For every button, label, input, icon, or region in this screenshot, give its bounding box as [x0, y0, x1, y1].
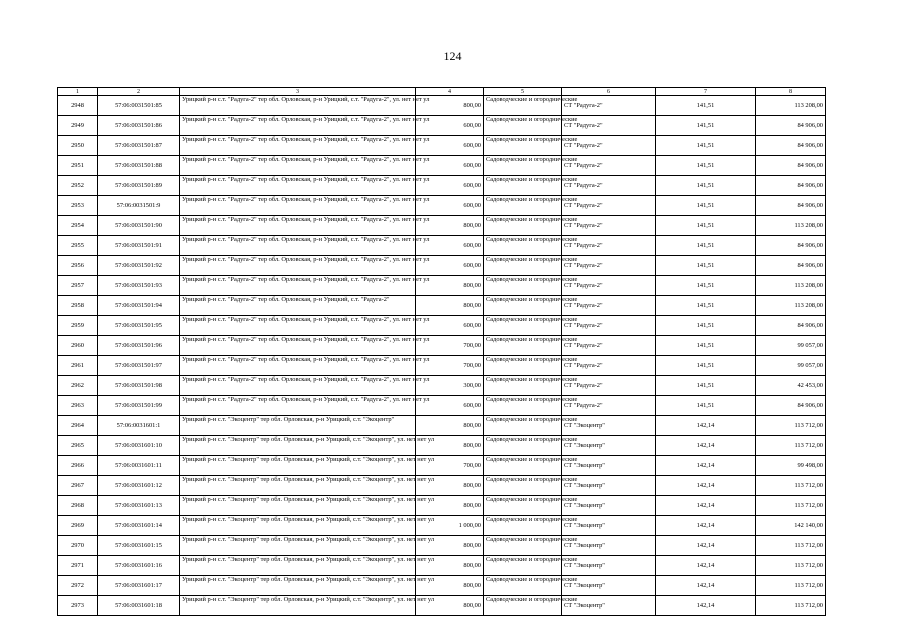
plot-address: Урицкий р-н с.т. "Экоцентр" тер обл. Орловская, р-н Урицкий, с.т. "Экоцентр", ул. нет нет ул — [180, 556, 416, 576]
table-body — [58, 96, 826, 616]
plot-area: 800,00 — [416, 216, 484, 236]
table-row — [58, 556, 826, 576]
total-value: 113 208,00 — [756, 96, 826, 116]
unit-price: 141,51 — [656, 376, 756, 396]
cadastral-number: 57:06:0031601:14 — [98, 516, 180, 536]
plot-address: Урицкий р-н с.т. "Радуга-2" тер обл. Орловская, р-н Урицкий, с.т. "Радуга-2", ул. нет нет ул — [180, 316, 416, 336]
plot-address: Урицкий р-н с.т. "Экоцентр" тер обл. Орловская, р-н Урицкий, с.т. "Экоцентр", ул. нет нет ул — [180, 436, 416, 456]
cadastral-number: 57:06:0031501:95 — [98, 316, 180, 336]
permitted-use: Садоводческие и огороднические — [484, 416, 562, 436]
plot-area: 800,00 — [416, 296, 484, 316]
plot-area: 800,00 — [416, 416, 484, 436]
permitted-use: Садоводческие и огороднические — [484, 376, 562, 396]
permitted-use: Садоводческие и огороднические — [484, 356, 562, 376]
plot-address: Урицкий р-н с.т. "Экоцентр" тер обл. Орловская, р-н Урицкий, с.т. "Экоцентр", ул. нет нет ул — [180, 456, 416, 476]
plot-area: 600,00 — [416, 176, 484, 196]
permitted-use: Садоводческие и огороднические — [484, 476, 562, 496]
total-value: 113 712,00 — [756, 476, 826, 496]
permitted-use: Садоводческие и огороднические — [484, 536, 562, 556]
permitted-use: Садоводческие и огороднические — [484, 396, 562, 416]
plot-address: Урицкий р-н с.т. "Радуга-2" тер обл. Орловская, р-н Урицкий, с.т. "Радуга-2" — [180, 296, 416, 316]
table-row — [58, 316, 826, 336]
unit-price: 142,14 — [656, 456, 756, 476]
total-value: 84 906,00 — [756, 156, 826, 176]
organization: СТ "Радуга-2" — [562, 196, 656, 216]
row-number: 2954 — [58, 216, 98, 236]
row-number: 2963 — [58, 396, 98, 416]
total-value: 113 712,00 — [756, 596, 826, 616]
row-number: 2962 — [58, 376, 98, 396]
cadastral-number: 57:06:0031501:9 — [98, 196, 180, 216]
table-row — [58, 136, 826, 156]
table-row — [58, 176, 826, 196]
cadastral-number: 57:06:0031601:13 — [98, 496, 180, 516]
cadastral-number: 57:06:0031501:97 — [98, 356, 180, 376]
plot-area: 700,00 — [416, 336, 484, 356]
permitted-use: Садоводческие и огороднические — [484, 176, 562, 196]
organization: СТ "Радуга-2" — [562, 156, 656, 176]
permitted-use: Садоводческие и огороднические — [484, 556, 562, 576]
organization: СТ "Экоцентр" — [562, 456, 656, 476]
organization: СТ "Радуга-2" — [562, 136, 656, 156]
table-row — [58, 216, 826, 236]
column-number-row — [58, 88, 826, 96]
plot-area: 600,00 — [416, 316, 484, 336]
plot-area: 600,00 — [416, 136, 484, 156]
unit-price: 141,51 — [656, 236, 756, 256]
permitted-use: Садоводческие и огороднические — [484, 136, 562, 156]
total-value: 113 712,00 — [756, 416, 826, 436]
permitted-use: Садоводческие и огороднические — [484, 516, 562, 536]
unit-price: 141,51 — [656, 316, 756, 336]
table-row — [58, 96, 826, 116]
unit-price: 141,51 — [656, 396, 756, 416]
total-value: 84 906,00 — [756, 196, 826, 216]
row-number: 2964 — [58, 416, 98, 436]
cadastral-number: 57:06:0031501:85 — [98, 96, 180, 116]
row-number: 2970 — [58, 536, 98, 556]
column-number-5: 5 — [484, 88, 562, 96]
plot-address: Урицкий р-н с.т. "Радуга-2" тер обл. Орловская, р-н Урицкий, с.т. "Радуга-2", ул. нет нет ул — [180, 196, 416, 216]
total-value: 99 057,00 — [756, 336, 826, 356]
organization: СТ "Радуга-2" — [562, 256, 656, 276]
total-value: 99 057,00 — [756, 356, 826, 376]
column-number-6: 6 — [562, 88, 656, 96]
plot-area: 800,00 — [416, 476, 484, 496]
organization: СТ "Экоцентр" — [562, 436, 656, 456]
permitted-use: Садоводческие и огороднические — [484, 216, 562, 236]
permitted-use: Садоводческие и огороднические — [484, 116, 562, 136]
plot-address: Урицкий р-н с.т. "Радуга-2" тер обл. Орловская, р-н Урицкий, с.т. "Радуга-2", ул. нет нет ул — [180, 136, 416, 156]
permitted-use: Садоводческие и огороднические — [484, 596, 562, 616]
unit-price: 142,14 — [656, 516, 756, 536]
table-row — [58, 456, 826, 476]
organization: СТ "Радуга-2" — [562, 276, 656, 296]
plot-address: Урицкий р-н с.т. "Экоцентр" тер обл. Орловская, р-н Урицкий, с.т. "Экоцентр", ул. нет нет ул — [180, 536, 416, 556]
cadastral-number: 57:06:0031501:87 — [98, 136, 180, 156]
table-row — [58, 596, 826, 616]
row-number: 2950 — [58, 136, 98, 156]
organization: СТ "Экоцентр" — [562, 496, 656, 516]
cadastral-number: 57:06:0031501:98 — [98, 376, 180, 396]
row-number: 2955 — [58, 236, 98, 256]
cadastral-number: 57:06:0031501:99 — [98, 396, 180, 416]
unit-price: 141,51 — [656, 216, 756, 236]
unit-price: 141,51 — [656, 176, 756, 196]
cadastral-number: 57:06:0031501:91 — [98, 236, 180, 256]
row-number: 2972 — [58, 576, 98, 596]
table-row — [58, 116, 826, 136]
total-value: 84 906,00 — [756, 116, 826, 136]
plot-area: 600,00 — [416, 156, 484, 176]
land-plots-table — [57, 87, 826, 616]
unit-price: 142,14 — [656, 576, 756, 596]
cadastral-number: 57:06:0031501:90 — [98, 216, 180, 236]
permitted-use: Садоводческие и огороднические — [484, 236, 562, 256]
row-number: 2967 — [58, 476, 98, 496]
unit-price: 141,51 — [656, 296, 756, 316]
column-number-7: 7 — [656, 88, 756, 96]
row-number: 2956 — [58, 256, 98, 276]
permitted-use: Садоводческие и огороднические — [484, 496, 562, 516]
cadastral-number: 57:06:0031501:92 — [98, 256, 180, 276]
plot-address: Урицкий р-н с.т. "Экоцентр" тер обл. Орловская, р-н Урицкий, с.т. "Экоцентр", ул. нет нет ул — [180, 596, 416, 616]
organization: СТ "Радуга-2" — [562, 356, 656, 376]
plot-address: Урицкий р-н с.т. "Радуга-2" тер обл. Орловская, р-н Урицкий, с.т. "Радуга-2", ул. нет нет ул — [180, 96, 416, 116]
plot-address: Урицкий р-н с.т. "Радуга-2" тер обл. Орловская, р-н Урицкий, с.т. "Радуга-2", ул. нет нет ул — [180, 256, 416, 276]
total-value: 84 906,00 — [756, 236, 826, 256]
plot-area: 600,00 — [416, 256, 484, 276]
unit-price: 142,14 — [656, 556, 756, 576]
unit-price: 141,51 — [656, 116, 756, 136]
row-number: 2958 — [58, 296, 98, 316]
cadastral-number: 57:06:0031501:86 — [98, 116, 180, 136]
organization: СТ "Радуга-2" — [562, 216, 656, 236]
row-number: 2957 — [58, 276, 98, 296]
cadastral-number: 57:06:0031601:10 — [98, 436, 180, 456]
unit-price: 141,51 — [656, 136, 756, 156]
row-number: 2959 — [58, 316, 98, 336]
unit-price: 142,14 — [656, 596, 756, 616]
total-value: 113 712,00 — [756, 556, 826, 576]
organization: СТ "Экоцентр" — [562, 556, 656, 576]
plot-address: Урицкий р-н с.т. "Радуга-2" тер обл. Орловская, р-н Урицкий, с.т. "Радуга-2", ул. нет нет ул — [180, 176, 416, 196]
organization: СТ "Экоцентр" — [562, 576, 656, 596]
cadastral-number: 57:06:0031501:93 — [98, 276, 180, 296]
cadastral-number: 57:06:0031601:11 — [98, 456, 180, 476]
plot-address: Урицкий р-н с.т. "Радуга-2" тер обл. Орловская, р-н Урицкий, с.т. "Радуга-2", ул. нет нет ул — [180, 336, 416, 356]
unit-price: 142,14 — [656, 436, 756, 456]
plot-area: 800,00 — [416, 596, 484, 616]
cadastral-number: 57:06:0031601:18 — [98, 596, 180, 616]
total-value: 113 712,00 — [756, 576, 826, 596]
unit-price: 142,14 — [656, 476, 756, 496]
total-value: 113 712,00 — [756, 436, 826, 456]
permitted-use: Садоводческие и огороднические — [484, 156, 562, 176]
total-value: 84 906,00 — [756, 316, 826, 336]
column-number-3: 3 — [180, 88, 416, 96]
permitted-use: Садоводческие и огороднические — [484, 336, 562, 356]
organization: СТ "Радуга-2" — [562, 316, 656, 336]
plot-address: Урицкий р-н с.т. "Радуга-2" тер обл. Орловская, р-н Урицкий, с.т. "Радуга-2", ул. нет нет ул — [180, 276, 416, 296]
organization: СТ "Экоцентр" — [562, 416, 656, 436]
cadastral-number: 57:06:0031601:16 — [98, 556, 180, 576]
total-value: 99 498,00 — [756, 456, 826, 476]
row-number: 2949 — [58, 116, 98, 136]
cadastral-number: 57:06:0031601:1 — [98, 416, 180, 436]
plot-address: Урицкий р-н с.т. "Радуга-2" тер обл. Орловская, р-н Урицкий, с.т. "Радуга-2", ул. нет нет ул — [180, 356, 416, 376]
cadastral-number: 57:06:0031501:88 — [98, 156, 180, 176]
permitted-use: Садоводческие и огороднические — [484, 276, 562, 296]
table-row — [58, 236, 826, 256]
plot-area: 800,00 — [416, 96, 484, 116]
row-number: 2969 — [58, 516, 98, 536]
table-row — [58, 336, 826, 356]
organization: СТ "Радуга-2" — [562, 296, 656, 316]
unit-price: 142,14 — [656, 536, 756, 556]
permitted-use: Садоводческие и огороднические — [484, 436, 562, 456]
total-value: 142 140,00 — [756, 516, 826, 536]
unit-price: 141,51 — [656, 196, 756, 216]
total-value: 113 208,00 — [756, 276, 826, 296]
row-number: 2961 — [58, 356, 98, 376]
plot-area: 700,00 — [416, 356, 484, 376]
row-number: 2966 — [58, 456, 98, 476]
plot-address: Урицкий р-н с.т. "Радуга-2" тер обл. Орловская, р-н Урицкий, с.т. "Радуга-2", ул. нет нет ул — [180, 236, 416, 256]
total-value: 42 453,00 — [756, 376, 826, 396]
permitted-use: Садоводческие и огороднические — [484, 256, 562, 276]
plot-area: 600,00 — [416, 236, 484, 256]
organization: СТ "Экоцентр" — [562, 476, 656, 496]
permitted-use: Садоводческие и огороднические — [484, 296, 562, 316]
unit-price: 141,51 — [656, 276, 756, 296]
plot-area: 1 000,00 — [416, 516, 484, 536]
unit-price: 141,51 — [656, 356, 756, 376]
organization: СТ "Радуга-2" — [562, 176, 656, 196]
total-value: 113 208,00 — [756, 216, 826, 236]
page-number: 124 — [443, 49, 462, 63]
row-number: 2952 — [58, 176, 98, 196]
row-number: 2971 — [58, 556, 98, 576]
cadastral-number: 57:06:0031501:96 — [98, 336, 180, 356]
row-number: 2965 — [58, 436, 98, 456]
permitted-use: Садоводческие и огороднические — [484, 316, 562, 336]
organization: СТ "Радуга-2" — [562, 336, 656, 356]
table-row — [58, 576, 826, 596]
table-row — [58, 196, 826, 216]
table-row — [58, 156, 826, 176]
organization: СТ "Радуга-2" — [562, 376, 656, 396]
table-row — [58, 476, 826, 496]
organization: СТ "Радуга-2" — [562, 96, 656, 116]
column-number-8: 8 — [756, 88, 826, 96]
plot-area: 300,00 — [416, 376, 484, 396]
plot-address: Урицкий р-н с.т. "Радуга-2" тер обл. Орловская, р-н Урицкий, с.т. "Радуга-2", ул. нет нет ул — [180, 116, 416, 136]
row-number: 2951 — [58, 156, 98, 176]
organization: СТ "Радуга-2" — [562, 396, 656, 416]
organization: СТ "Радуга-2" — [562, 236, 656, 256]
row-number: 2960 — [58, 336, 98, 356]
plot-area: 800,00 — [416, 556, 484, 576]
table-row — [58, 276, 826, 296]
total-value: 113 712,00 — [756, 496, 826, 516]
cadastral-number: 57:06:0031601:12 — [98, 476, 180, 496]
plot-area: 800,00 — [416, 496, 484, 516]
organization: СТ "Радуга-2" — [562, 116, 656, 136]
row-number: 2968 — [58, 496, 98, 516]
plot-address: Урицкий р-н с.т. "Экоцентр" тер обл. Орловская, р-н Урицкий, с.т. "Экоцентр", ул. нет нет ул — [180, 516, 416, 536]
table-row — [58, 396, 826, 416]
organization: СТ "Экоцентр" — [562, 536, 656, 556]
table-row — [58, 256, 826, 276]
unit-price: 141,51 — [656, 156, 756, 176]
unit-price: 141,51 — [656, 96, 756, 116]
plot-area: 700,00 — [416, 456, 484, 476]
permitted-use: Садоводческие и огороднические — [484, 96, 562, 116]
cadastral-number: 57:06:0031501:94 — [98, 296, 180, 316]
plot-area: 800,00 — [416, 436, 484, 456]
plot-area: 800,00 — [416, 536, 484, 556]
permitted-use: Садоводческие и огороднические — [484, 576, 562, 596]
total-value: 84 906,00 — [756, 256, 826, 276]
plot-area: 600,00 — [416, 116, 484, 136]
plot-address: Урицкий р-н с.т. "Экоцентр" тер обл. Орловская, р-н Урицкий, с.т. "Экоцентр", ул. нет нет ул — [180, 496, 416, 516]
plot-area: 600,00 — [416, 396, 484, 416]
table-row — [58, 356, 826, 376]
unit-price: 141,51 — [656, 256, 756, 276]
organization: СТ "Экоцентр" — [562, 596, 656, 616]
table-row — [58, 496, 826, 516]
unit-price: 141,51 — [656, 336, 756, 356]
table-row — [58, 296, 826, 316]
plot-area: 800,00 — [416, 276, 484, 296]
total-value: 84 906,00 — [756, 176, 826, 196]
plot-address: Урицкий р-н с.т. "Экоцентр" тер обл. Орловская, р-н Урицкий, с.т. "Экоцентр" — [180, 416, 416, 436]
row-number: 2948 — [58, 96, 98, 116]
plot-address: Урицкий р-н с.т. "Экоцентр" тер обл. Орловская, р-н Урицкий, с.т. "Экоцентр", ул. нет нет ул — [180, 576, 416, 596]
cadastral-number: 57:06:0031601:17 — [98, 576, 180, 596]
plot-address: Урицкий р-н с.т. "Радуга-2" тер обл. Орловская, р-н Урицкий, с.т. "Радуга-2", ул. нет нет ул — [180, 156, 416, 176]
unit-price: 142,14 — [656, 416, 756, 436]
total-value: 113 208,00 — [756, 296, 826, 316]
organization: СТ "Экоцентр" — [562, 516, 656, 536]
table-row — [58, 436, 826, 456]
column-number-1: 1 — [58, 88, 98, 96]
total-value: 84 906,00 — [756, 396, 826, 416]
row-number: 2973 — [58, 596, 98, 616]
cadastral-number: 57:06:0031501:89 — [98, 176, 180, 196]
table-row — [58, 536, 826, 556]
plot-address: Урицкий р-н с.т. "Радуга-2" тер обл. Орловская, р-н Урицкий, с.т. "Радуга-2", ул. нет нет ул — [180, 396, 416, 416]
unit-price: 142,14 — [656, 496, 756, 516]
total-value: 84 906,00 — [756, 136, 826, 156]
plot-address: Урицкий р-н с.т. "Радуга-2" тер обл. Орловская, р-н Урицкий, с.т. "Радуга-2", ул. нет нет ул — [180, 216, 416, 236]
table-row — [58, 516, 826, 536]
column-number-2: 2 — [98, 88, 180, 96]
plot-address: Урицкий р-н с.т. "Экоцентр" тер обл. Орловская, р-н Урицкий, с.т. "Экоцентр", ул. нет нет ул — [180, 476, 416, 496]
plot-area: 600,00 — [416, 196, 484, 216]
row-number: 2953 — [58, 196, 98, 216]
column-number-4: 4 — [416, 88, 484, 96]
total-value: 113 712,00 — [756, 536, 826, 556]
plot-area: 800,00 — [416, 576, 484, 596]
permitted-use: Садоводческие и огороднические — [484, 456, 562, 476]
permitted-use: Садоводческие и огороднические — [484, 196, 562, 216]
table-row — [58, 376, 826, 396]
table-row — [58, 416, 826, 436]
plot-address: Урицкий р-н с.т. "Радуга-2" тер обл. Орловская, р-н Урицкий, с.т. "Радуга-2", ул. нет нет ул — [180, 376, 416, 396]
cadastral-number: 57:06:0031601:15 — [98, 536, 180, 556]
